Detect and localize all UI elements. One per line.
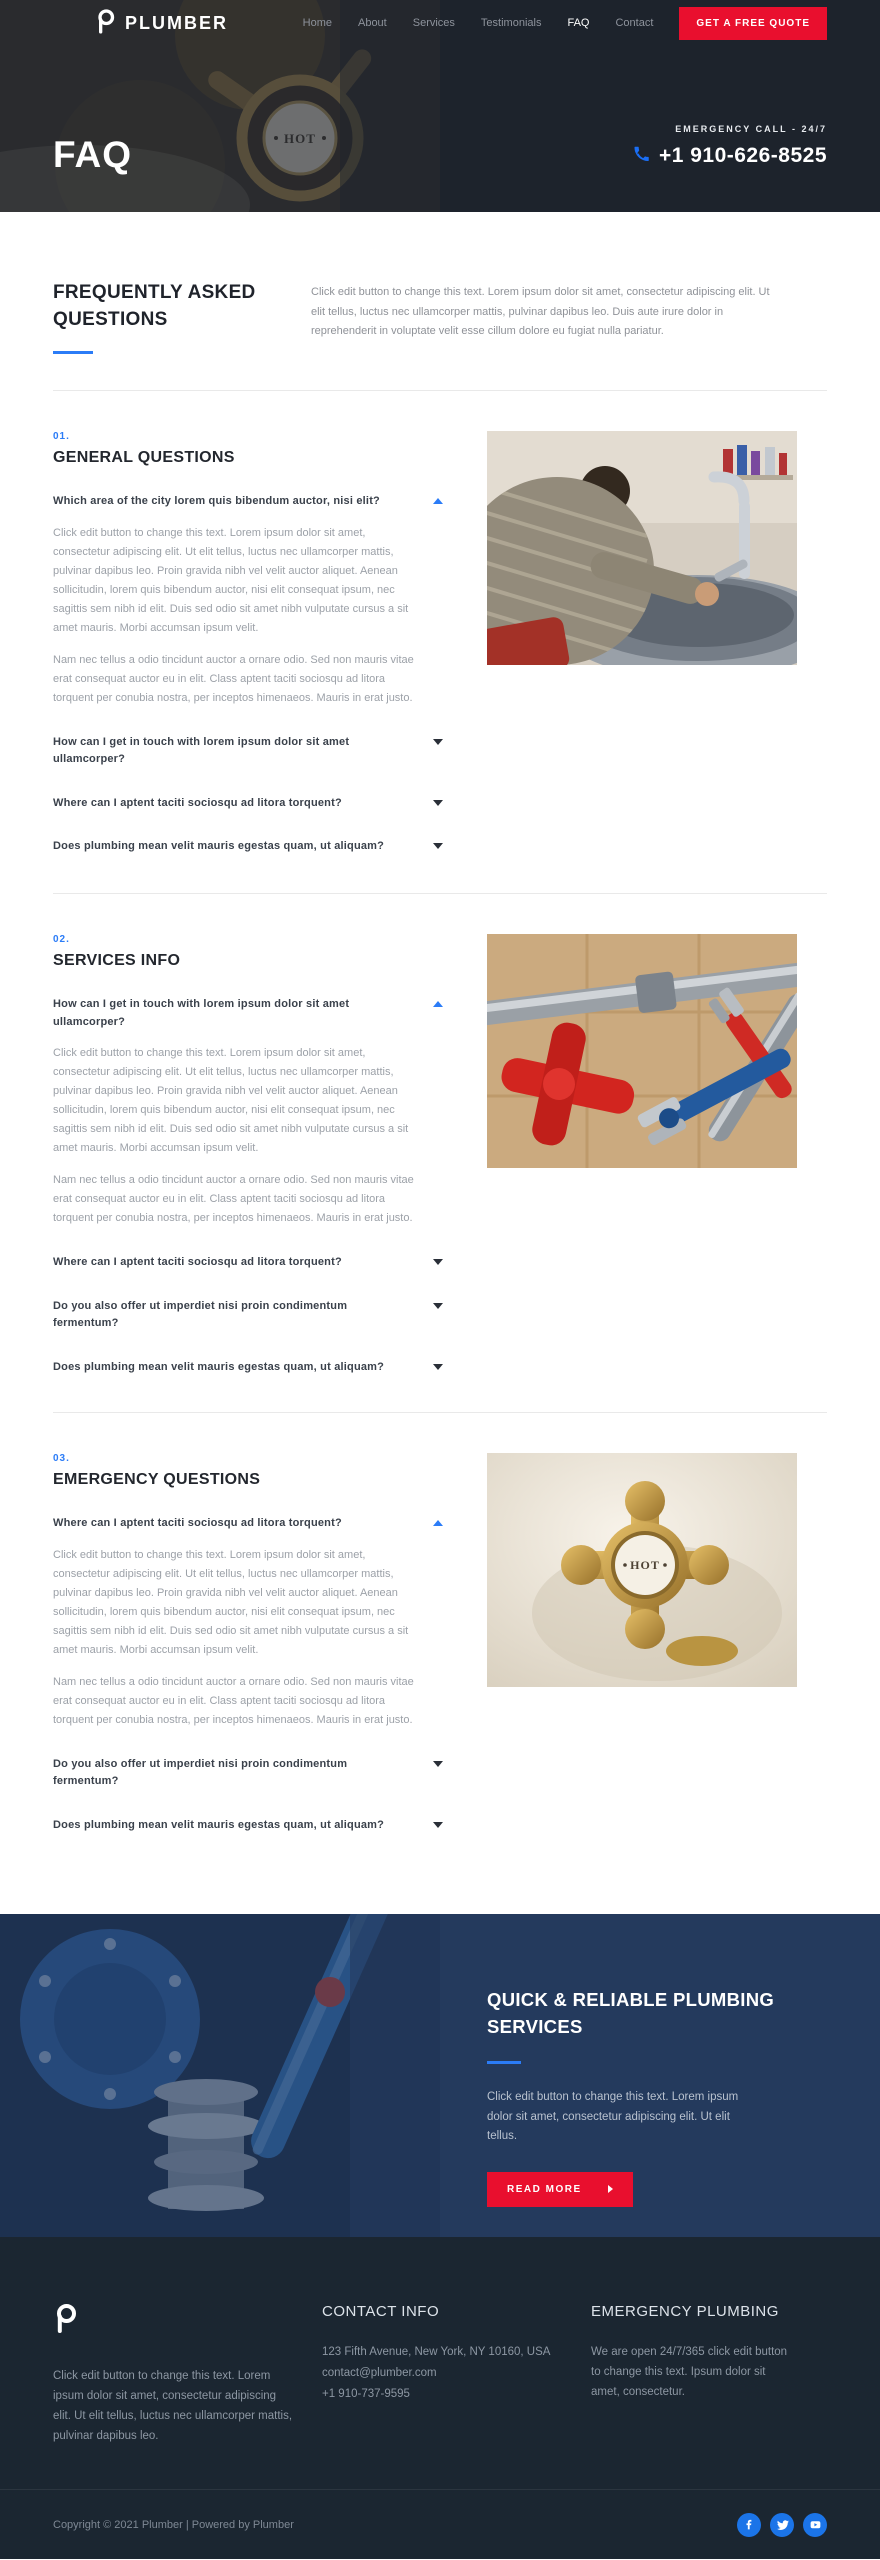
footer-phone[interactable]: +1 910-737-9595 — [322, 2388, 410, 2400]
cta-section — [0, 1914, 880, 2237]
read-more-button[interactable] — [487, 2172, 633, 2207]
section-number: 02. — [53, 934, 70, 945]
intro-heading: FREQUENTLY ASKED QUESTIONS — [53, 282, 256, 330]
footer-emergency-column — [591, 2303, 827, 2489]
get-free-quote-button[interactable]: GET A FREE QUOTE — [679, 7, 827, 40]
footer-contact-heading: CONTACT INFO — [322, 2303, 440, 2320]
brand-logo[interactable] — [95, 8, 228, 39]
nav-item-services[interactable]: Services — [412, 17, 455, 29]
answer-paragraph: Click edit button to change this text. Lorem ipsum dolor sit amet, consectetur adipiscing elit. Ut elit tellus, luctus nec ullamcorper mattis, pulvinar dapibus leo. Proin gravida nibh vel velit auctor aliquet. Aenean sollicitudin, lorem quis bibendum auctor, nisi elit consequat ipsum, nec sagittis sem nibh id elit. Duis sed odio sit amet nibh vulputate cursus a sit amet mauris. Morbi accumsan ipsum velit. — [53, 526, 409, 634]
section-number: 01. — [53, 431, 70, 442]
question-text: Do you also offer ut imperdiet nisi proin condimentum fermentum? — [53, 1757, 348, 1788]
cta-text: Click edit button to change this text. Lorem ipsum dolor sit amet, consectetur adipiscing elit. Ut elit tellus. — [487, 2091, 739, 2142]
chevron-down-icon — [433, 1364, 443, 1370]
chevron-down-icon — [433, 800, 443, 806]
chevron-up-icon — [433, 1520, 443, 1526]
faq-section-services — [0, 894, 880, 1412]
chevron-up-icon — [433, 498, 443, 504]
faq-question-collapsed[interactable] — [53, 1359, 443, 1377]
answer-paragraph: Click edit button to change this text. Lorem ipsum dolor sit amet, consectetur adipiscing elit. Ut elit tellus, luctus nec ullamcorper mattis, pulvinar dapibus leo. Proin gravida nibh vel velit auctor aliquet. Aenean sollicitudin, lorem quis bibendum auctor, nisi elit consequat ipsum, nec sagittis sem nibh id elit. Duis sed odio sit amet nibh vulputate cursus a sit amet mauris. Morbi accumsan ipsum velit. — [53, 1047, 409, 1155]
section-title: EMERGENCY QUESTIONS — [53, 1471, 261, 1488]
brand-name: PLUMBER — [125, 12, 228, 33]
chevron-down-icon — [433, 843, 443, 849]
question-text: Where can I aptent taciti sociosqu ad litora torquent? — [53, 1517, 342, 1529]
footer-emergency-text: We are open 24/7/365 click edit button to change this text. Ipsum dolor sit amet, consectetur. — [591, 2346, 788, 2398]
footer-address: 123 Fifth Avenue, New York, NY 10160, USA — [322, 2346, 551, 2358]
answer-paragraph: Click edit button to change this text. Lorem ipsum dolor sit amet, consectetur adipiscing elit. Ut elit tellus, luctus nec ullamcorper mattis, pulvinar dapibus leo. Proin gravida nibh vel velit auctor aliquet. Aenean sollicitudin, lorem quis bibendum auctor, nisi elit consequat ipsum, nec sagittis sem nibh id elit. Duis sed odio sit amet nibh vulputate cursus a sit amet mauris. Morbi accumsan ipsum velit. — [53, 1548, 409, 1656]
nav-item-about[interactable]: About — [357, 17, 387, 29]
question-text: Does plumbing mean velit mauris egestas quam, ut aliquam? — [53, 840, 385, 853]
faq-question-expanded[interactable] — [53, 1515, 443, 1533]
accent-dash — [53, 351, 93, 354]
section-number: 03. — [53, 1453, 70, 1464]
faq-question-collapsed[interactable] — [53, 1817, 443, 1835]
hero-section — [0, 0, 880, 212]
intro-section — [0, 212, 880, 390]
emergency-call-label: EMERGENCY CALL - 24/7 — [675, 124, 827, 134]
faq-question-collapsed[interactable] — [53, 838, 443, 856]
nav-item-contact[interactable]: Contact — [615, 17, 654, 29]
read-more-label: READ MORE — [507, 2183, 582, 2195]
chevron-down-icon — [433, 739, 443, 745]
footer — [0, 2237, 880, 2559]
chevron-up-icon — [433, 1001, 443, 1007]
faq-answer — [53, 1044, 443, 1228]
question-text: Where can I aptent taciti sociosqu ad litora torquent? — [53, 1256, 342, 1269]
faq-image-plumber-sink — [487, 431, 797, 665]
answer-paragraph: Nam nec tellus a odio tincidunt auctor a ornare odio. Sed non mauris vitae erat consequat auctor eu in elit. Class aptent taciti sociosqu ad litora torquent per conubia nostra, per inceptos himenaeos. Mauris in erat justo. — [53, 1675, 414, 1726]
main-nav — [303, 17, 654, 29]
footer-about-text: Click edit button to change this text. Lorem ipsum dolor sit amet, consectetur adipiscing elit. Ut elit tellus, luctus nec ullamcorper mattis, pulvinar dapibus leo. — [53, 2370, 293, 2442]
faq-image-gold-tap — [487, 1453, 797, 1687]
faq-question-expanded[interactable] — [53, 493, 443, 511]
nav-item-testimonials[interactable]: Testimonials — [480, 17, 542, 29]
footer-email[interactable]: contact@plumber.com — [322, 2367, 437, 2379]
faq-section-general — [0, 391, 880, 893]
faq-question-collapsed[interactable] — [53, 1298, 443, 1333]
faq-question-collapsed[interactable] — [53, 1756, 443, 1791]
question-text: Do you also offer ut imperdiet nisi proin condimentum fermentum? — [53, 1299, 348, 1330]
page-title: FAQ — [53, 134, 133, 175]
youtube-icon[interactable] — [803, 2513, 827, 2537]
plumber-logo-icon — [95, 8, 115, 39]
faq-question-expanded[interactable] — [53, 996, 443, 1031]
question-text: Does plumbing mean velit mauris egestas quam, ut aliquam? — [53, 1818, 385, 1831]
faq-question-collapsed[interactable] — [53, 734, 443, 769]
section-title: SERVICES INFO — [53, 952, 181, 969]
facebook-icon[interactable] — [737, 2513, 761, 2537]
plumber-logo-icon — [53, 2320, 77, 2337]
footer-emergency-heading: EMERGENCY PLUMBING — [591, 2303, 779, 2320]
emergency-phone-number: +1 910-626-8525 — [658, 144, 827, 167]
cta-background-photo — [0, 1914, 440, 2237]
copyright-text: Copyright © 2021 Plumber | Powered by Plumber — [53, 2518, 294, 2531]
faq-answer — [53, 524, 443, 708]
section-title: GENERAL QUESTIONS — [53, 449, 235, 466]
question-text: How can I get in touch with lorem ipsum dolor sit amet ullamcorper? — [53, 735, 350, 766]
emergency-phone-link[interactable] — [632, 144, 827, 168]
nav-item-home[interactable]: Home — [302, 17, 332, 29]
question-text: Where can I aptent taciti sociosqu ad litora torquent? — [53, 796, 342, 809]
footer-bottom-bar — [0, 2489, 880, 2559]
faq-question-collapsed[interactable] — [53, 795, 443, 813]
answer-paragraph: Nam nec tellus a odio tincidunt auctor a ornare odio. Sed non mauris vitae erat consequat auctor eu in elit. Class aptent taciti sociosqu ad litora torquent per conubia nostra, per inceptos himenaeos. Mauris in erat justo. — [53, 1174, 414, 1225]
faq-question-collapsed[interactable] — [53, 1254, 443, 1272]
faq-section-emergency — [0, 1413, 880, 1914]
footer-contact-column — [322, 2303, 591, 2489]
faq-answer — [53, 1546, 443, 1730]
twitter-icon[interactable] — [770, 2513, 794, 2537]
cta-content — [487, 1986, 787, 2207]
header-bar — [0, 0, 880, 46]
nav-item-faq[interactable]: FAQ — [567, 17, 590, 29]
chevron-down-icon — [433, 1822, 443, 1828]
cta-heading: QUICK & RELIABLE PLUMBING SERVICES — [487, 1989, 775, 2037]
arrow-right-icon — [608, 2185, 613, 2193]
social-links — [737, 2513, 827, 2537]
chevron-down-icon — [433, 1761, 443, 1767]
answer-paragraph: Nam nec tellus a odio tincidunt auctor a ornare odio. Sed non mauris vitae erat consequat auctor eu in elit. Class aptent taciti sociosqu ad litora torquent per conubia nostra, per inceptos himenaeos. Mauris in erat justo. — [53, 653, 414, 704]
question-text: Does plumbing mean velit mauris egestas quam, ut aliquam? — [53, 1360, 385, 1373]
svg-text:HOT: HOT — [630, 1558, 660, 1572]
question-text: Which area of the city lorem quis bibendum auctor, nisi elit? — [53, 495, 380, 507]
chevron-down-icon — [433, 1303, 443, 1309]
phone-icon — [632, 145, 650, 168]
chevron-down-icon — [433, 1259, 443, 1265]
footer-about-column — [53, 2303, 322, 2489]
emergency-call-block — [632, 124, 827, 168]
faq-image-tools-pipes — [487, 934, 797, 1168]
question-text: How can I get in touch with lorem ipsum dolor sit amet ullamcorper? — [53, 998, 350, 1028]
accent-dash — [487, 2061, 521, 2064]
intro-text: Click edit button to change this text. Lorem ipsum dolor sit amet, consectetur adipiscing elit. Ut elit tellus, luctus nec ullamcorper mattis, pulvinar dapibus leo. Duis aute irure dolor in reprehenderit in voluptate velit esse cillum dolore eu fugiat nulla pariatur. — [311, 286, 770, 337]
